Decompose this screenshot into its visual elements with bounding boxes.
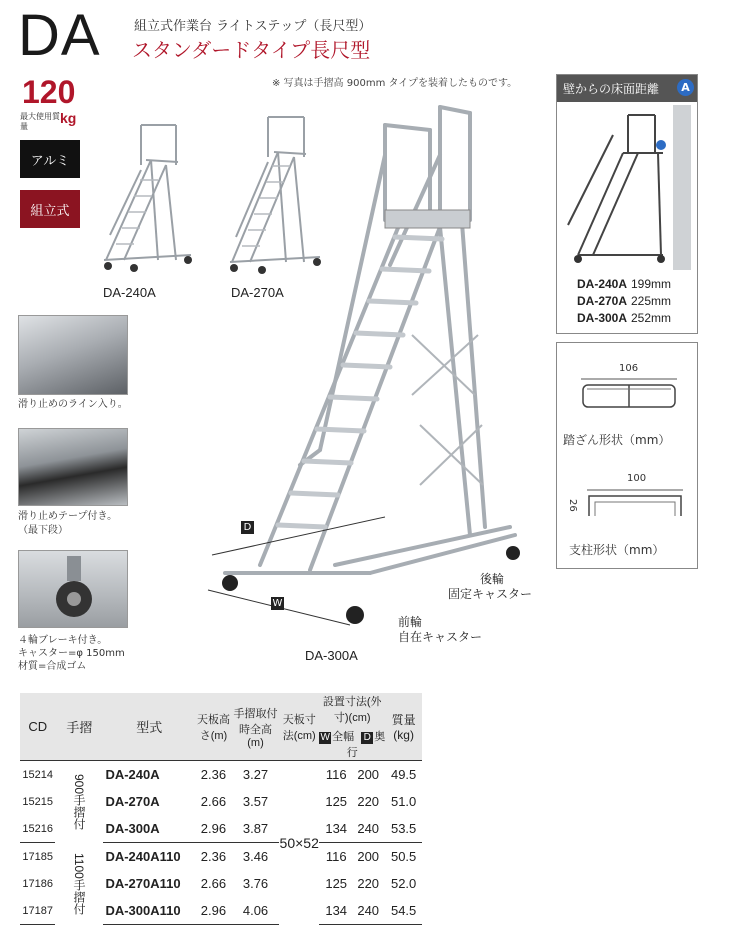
install-cell	[319, 870, 385, 897]
width-cell: 134	[325, 821, 348, 836]
total-height-cell: 3.87	[232, 815, 279, 843]
model-cell: DA-270A110	[105, 876, 181, 891]
mass-cell: 53.5	[385, 815, 422, 843]
width-mark: W	[272, 598, 283, 609]
wall-row-value: 252mm	[631, 311, 672, 325]
cd-cell: 17185	[22, 850, 54, 863]
col-mass: 質量(kg)	[385, 693, 422, 761]
mass-cell: 50.5	[390, 849, 417, 864]
width-subhead-mark: W	[320, 732, 330, 743]
photo-note: ※ 写真は手摺高 900mm タイプを装着したものです。	[272, 78, 518, 89]
height-cell: 2.36	[200, 849, 227, 864]
total-height-cell: 3.27	[242, 767, 269, 782]
step-shape-caption: 踏ざん形状（mm）	[563, 433, 671, 447]
feature-photo-caster	[18, 550, 128, 628]
rear-caster-label-2: 固定キャスター	[448, 587, 533, 601]
model-cell: DA-240A110	[105, 849, 181, 864]
rail-group-900: 900手摺付	[71, 773, 86, 830]
profile-shapes-panel	[556, 342, 698, 569]
col-model: 型式	[103, 693, 195, 761]
height-cell: 2.66	[200, 794, 227, 809]
depth-subhead-mark: D	[361, 732, 373, 744]
model-label-270: DA-270A	[231, 285, 284, 300]
cd-cell: 15214	[22, 768, 54, 781]
model-label-300: DA-300A	[305, 648, 358, 663]
width-cell: 125	[325, 876, 348, 891]
step-width-dim: 106	[619, 363, 639, 374]
ladder-da300a-illustration	[200, 95, 540, 635]
product-title: スタンダードタイプ長尺型	[132, 38, 371, 62]
mass-cell: 51.0	[390, 794, 417, 809]
step-profile-diagram	[579, 375, 679, 411]
model-cell: DA-300A	[103, 815, 195, 843]
max-load-value: 120	[22, 74, 76, 110]
assembly-badge: 組立式	[20, 190, 80, 228]
wall-distance-mark: A	[677, 79, 694, 96]
feature-caption-3c: 材質=合成ゴム	[18, 661, 87, 672]
wall-distance-panel	[556, 74, 698, 334]
col-rail: 手摺	[55, 693, 103, 761]
post-height-dim: 26	[567, 499, 578, 512]
total-height-cell: 3.46	[242, 849, 269, 864]
wall-distance-diagram	[563, 105, 691, 270]
post-shape-caption: 支柱形状（mm）	[569, 543, 665, 557]
front-caster-label-1: 前輪	[398, 615, 423, 629]
depth-cell: 240	[357, 903, 380, 918]
front-caster-label-2: 自在キャスター	[398, 630, 483, 644]
feature-caption-3a: ４輪ブレーキ付き。	[18, 635, 108, 646]
depth-cell: 200	[357, 767, 380, 782]
feature-photo-step-lines	[18, 315, 128, 395]
max-load-unit: kg	[60, 110, 77, 126]
depth-mark: D	[241, 521, 254, 534]
wall-row-value: 199mm	[631, 277, 672, 291]
feature-caption-2a: 滑り止めテープ付き。	[18, 511, 118, 522]
model-cell: DA-240A	[105, 767, 160, 782]
total-height-cell: 3.76	[242, 876, 269, 891]
height-cell: 2.66	[200, 876, 227, 891]
width-cell: 116	[325, 767, 347, 782]
ladder-da240a-illustration	[96, 120, 206, 280]
series-title: DA	[18, 3, 101, 68]
install-cell	[319, 761, 385, 789]
width-cell: 125	[325, 794, 348, 809]
mass-cell: 49.5	[390, 767, 417, 782]
post-profile-diagram	[583, 486, 687, 522]
feature-photo-grip-tape	[18, 428, 128, 506]
depth-cell: 220	[357, 876, 380, 891]
mass-cell: 54.5	[385, 897, 422, 925]
depth-cell: 240	[357, 821, 380, 836]
depth-cell: 220	[357, 794, 380, 809]
material-badge: アルミ	[20, 140, 80, 178]
rear-caster-label-1: 後輪	[480, 572, 505, 586]
spec-table	[20, 693, 422, 925]
wall-row-model: DA-300A	[576, 311, 627, 325]
model-label-240: DA-240A	[103, 285, 156, 300]
cd-cell: 15216	[20, 815, 55, 843]
feature-caption-3b: キャスター=φ 150mm	[18, 648, 125, 659]
mass-cell: 52.0	[390, 876, 417, 891]
total-height-cell: 3.57	[242, 794, 269, 809]
depth-subhead: 奥行	[346, 731, 386, 759]
height-cell: 2.36	[200, 767, 227, 782]
cd-cell: 17186	[22, 877, 54, 890]
install-heading: 設置寸法(外寸)(cm)	[322, 696, 382, 724]
install-cell	[319, 815, 385, 843]
depth-cell: 200	[357, 849, 380, 864]
width-cell: 134	[325, 903, 348, 918]
height-cell: 2.96	[195, 897, 232, 925]
install-cell	[319, 897, 385, 925]
wall-row-model: DA-240A	[576, 277, 627, 291]
table-row	[20, 761, 422, 789]
wall-row-value: 225mm	[631, 294, 672, 308]
cd-cell: 15215	[22, 795, 54, 808]
feature-caption-2b: （最下段）	[18, 525, 68, 536]
product-subtitle: 組立式作業台 ライトステップ（長尺型）	[134, 19, 372, 34]
col-rail-height: 手摺取付時全高(m)	[232, 693, 279, 761]
table-row	[20, 843, 422, 871]
wall-row-240	[565, 277, 671, 291]
install-subheads	[319, 728, 385, 760]
col-cd: CD	[20, 693, 55, 761]
model-cell: DA-300A110	[103, 897, 195, 925]
top-size-cell: 50×52	[279, 834, 319, 851]
width-subhead: 全幅	[332, 731, 355, 743]
wall-row-300	[565, 311, 671, 325]
wall-row-270	[565, 294, 671, 308]
col-top-size: 天板寸法(cm)	[279, 693, 319, 761]
height-cell: 2.96	[195, 815, 232, 843]
install-cell	[319, 843, 385, 871]
wall-distance-heading: 壁からの床面距離	[557, 75, 697, 102]
max-load-label: 最大使用質量	[20, 112, 60, 131]
install-cell	[319, 788, 385, 815]
col-install	[319, 693, 385, 761]
feature-caption-1: 滑り止めのライン入り。	[18, 399, 128, 410]
model-cell: DA-270A	[105, 794, 160, 809]
wall-row-model: DA-270A	[576, 294, 627, 308]
col-top-height: 天板高さ(m)	[195, 693, 232, 761]
total-height-cell: 4.06	[232, 897, 279, 925]
post-width-dim: 100	[627, 473, 647, 484]
rail-group-1100: 1100手摺付	[71, 852, 86, 915]
width-cell: 116	[325, 849, 347, 864]
cd-cell: 17187	[20, 897, 55, 925]
